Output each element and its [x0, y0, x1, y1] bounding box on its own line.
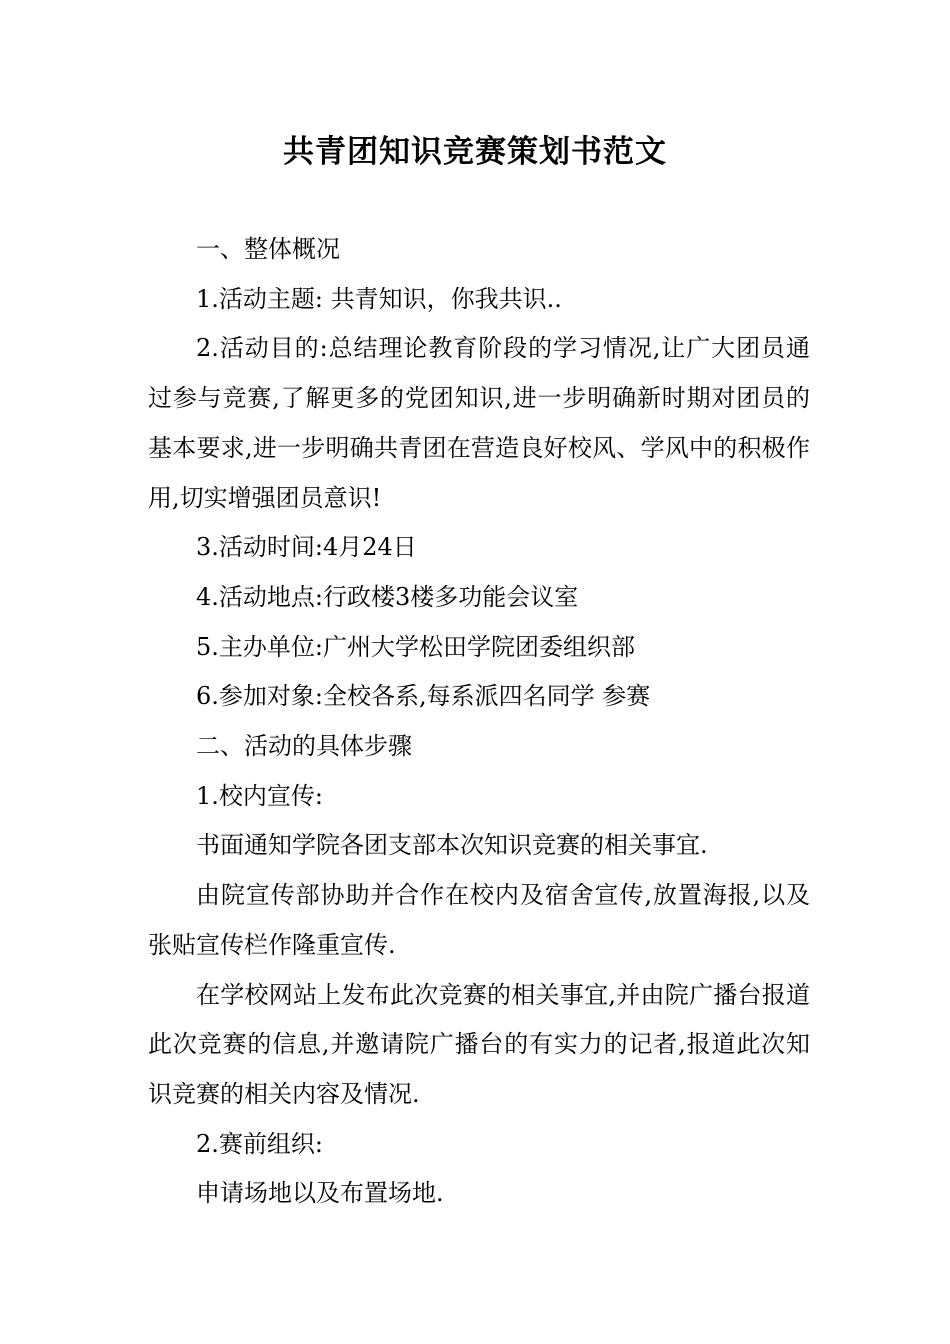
paragraph-time: 3.活动时间:4月24日 [196, 533, 417, 562]
paragraph-website-broadcast: 在学校网站上发布此次竞赛的相关事宜,并由院广播台报道此次竞赛的信息,并邀请院广播台的有实力的记者,报道此次知识竞赛的相关内容及情况. [148, 980, 810, 1108]
paragraph-organizer: 5.主办单位:广州大学松田学院团委组织部 [196, 632, 635, 661]
paragraph-written-notice: 书面通知学院各团支部本次知识竞赛的相关事宜. [196, 831, 708, 860]
paragraph-posters: 由院宣传部协助并合作在校内及宿舍宣传,放置海报,以及张贴宣传栏作隆重宣传. [148, 881, 810, 959]
paragraph-publicity-heading: 1.校内宣传: [196, 781, 323, 810]
section-heading-steps: 二、活动的具体步骤 [196, 732, 412, 761]
document-title: 共青团知识竞赛策划书范文 [283, 134, 667, 170]
section-heading-overview: 一、整体概况 [196, 235, 340, 263]
paragraph-purpose: 2.活动目的:总结理论教育阶段的学习情况,让广大团员通过参与竞赛,了解更多的党团知识,进一步明确新时期对团员的基本要求,进一步明确共青团在营造良好校风、学风中的积极作用,切实增强团员意识! [148, 334, 810, 512]
paragraph-theme: 1.活动主题: 共青知识，你我共识.. [196, 284, 562, 313]
paragraph-participants: 6.参加对象:全校各系,每系派四名同学 参赛 [196, 682, 651, 711]
paragraph-preparation-heading: 2.赛前组织: [196, 1129, 323, 1158]
paragraph-venue: 申请场地以及布置场地. [196, 1179, 444, 1208]
paragraph-location: 4.活动地点:行政楼3楼多功能会议室 [196, 582, 579, 611]
document-body [148, 225, 810, 1219]
